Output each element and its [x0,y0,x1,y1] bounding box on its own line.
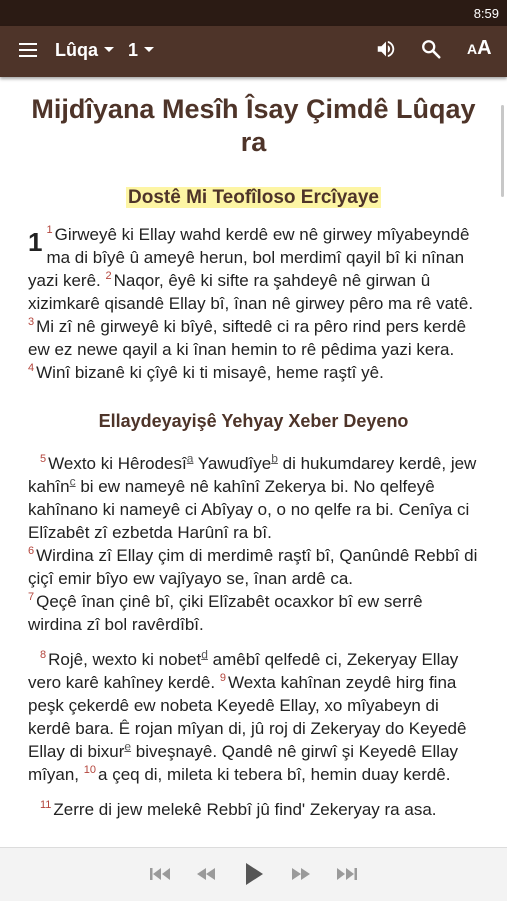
skip-previous-icon[interactable] [148,863,172,885]
verse-text: Winî bizanê ki çîyê ki ti misayê, heme raştî yê. [36,363,384,382]
fast-forward-icon[interactable] [289,863,313,885]
verse-text: Qeçê înan çinê bî, çiki Elîzabêt ocaxkor bî ew serrê wirdina zî bol ravêrdîbî. [28,592,423,634]
verse-text: bi ew nameyê nê kahînî Zekerya bi. No qelfeyê kahînano ki nameyê ci Abîyay o, o no qelfe ra bi. Cenîya ci Elîzabêt zî ezbetda Harûnî ra bî. [28,477,470,542]
book-selector[interactable] [55,40,114,61]
verse-text: Wexto ki Hêrodesî [48,454,187,473]
book-label: Lûqa [55,40,98,60]
section-heading-1 [0,187,507,209]
scrollbar[interactable] [501,105,504,197]
verse-text: Wirdina zî Ellay çim di merdimê raştî bî, Qanûndê Rebbî di çiçî emir bîyo ew vajîyayo se, înan ardê ca. [28,546,478,588]
verse-text: biveşnayê. Qandê nê girwî şi Keyedê Ellay mîyan, [28,742,459,784]
paragraph-1 [28,223,479,384]
verse-text: a çeq di, mileta ki tebera bî, hemin duay kerdê. [98,765,451,784]
section-heading-1-text: Dostê Mi Teofîloso Ercîyaye [128,187,379,208]
text-size-icon[interactable]: AA [467,37,492,59]
paragraph-4 [28,590,479,636]
verse-text: Naqor, êyê ki sifte ra şahdeyê nê girwan û xizimkarê qisandê Ellay bî, înan nê girwey pêro ma rê vatê. [28,271,474,313]
verse-text: di hukumdarey kerdê, jew kahîn [28,454,477,496]
verse-number[interactable]: 11 [40,799,52,812]
verse-number[interactable]: 4 [28,362,35,375]
chapter-number: 1 [28,227,43,257]
play-icon[interactable] [243,861,265,887]
scripture-content[interactable] [0,77,507,847]
footnote-link[interactable]: c [69,474,76,489]
chevron-down-icon [104,47,114,52]
chapter-selector[interactable] [128,40,154,61]
verse-text: Rojê, wexto ki nobet [48,650,202,669]
verse-number[interactable]: 2 [105,270,112,283]
search-icon[interactable] [420,38,442,60]
footnote-link[interactable]: e [124,739,132,754]
verse-number[interactable]: 8 [40,649,47,662]
section-heading-2: Ellaydeyayişê Yehyay Xeber Deyeno [98,411,409,431]
verse-number[interactable]: 6 [28,545,35,558]
verse-number[interactable]: 7 [28,591,35,604]
verse-number[interactable]: 9 [219,672,226,685]
paragraph-6 [28,798,479,821]
verse-text: Yawudîye [193,454,272,473]
paragraph-5 [28,648,479,786]
status-time: 8:59 [473,6,499,21]
verse-text: Wexta kahînan zeydê hirg fina peşk çekerdê ew nobeta Keyedê Ellay, xo mîyabeyn di kerdê bara. Ê rojan mîyan di, jû roj di Zekeryay do Keyedê Ellay di bixur [28,673,467,761]
skip-next-icon[interactable] [335,863,359,885]
verse-text: Mi zî nê girweyê ki bîyê, siftedê ci ra pêro rind pers kerdê ew ez newe qayil a ki înan hemin to rê pêdima yazi kera. [28,317,467,359]
chevron-down-icon [144,47,154,52]
verse-number[interactable]: 5 [40,453,47,466]
paragraph-2 [28,452,479,544]
app-bar [0,26,507,77]
verse-text: Girweyê ki Ellay wahd kerdê ew nê girwey mîyabeyndê ma di bîyê û ameyê herun, bol merdimî qayil bî ki nînan yazi kerê. [28,225,470,290]
verse-text: Zerre di jew melekê Rebbî jû find' Zekeryay ra asa. [53,800,437,819]
chapter-label: 1 [128,40,139,60]
verse-text: amêbî qelfedê ci, Zekeryay Ellay vero karê kahîney kerdê. [28,650,459,692]
footnote-link[interactable]: a [186,451,194,466]
verse-number[interactable]: 1 [46,224,53,237]
status-bar [0,0,507,26]
paragraph-3 [28,544,479,590]
verse-number[interactable]: 10 [83,764,97,777]
footnote-link[interactable]: d [201,647,208,662]
hamburger-menu-icon[interactable] [19,43,37,57]
footnote-link[interactable]: b [271,451,278,466]
book-title: Mijdîyana Mesîh Îsay Çimdê Lûqay ra [31,94,476,157]
speaker-icon[interactable] [375,38,397,60]
verse-number[interactable]: 3 [28,316,35,329]
rewind-icon[interactable] [194,863,218,885]
audio-player-bar [0,847,507,901]
